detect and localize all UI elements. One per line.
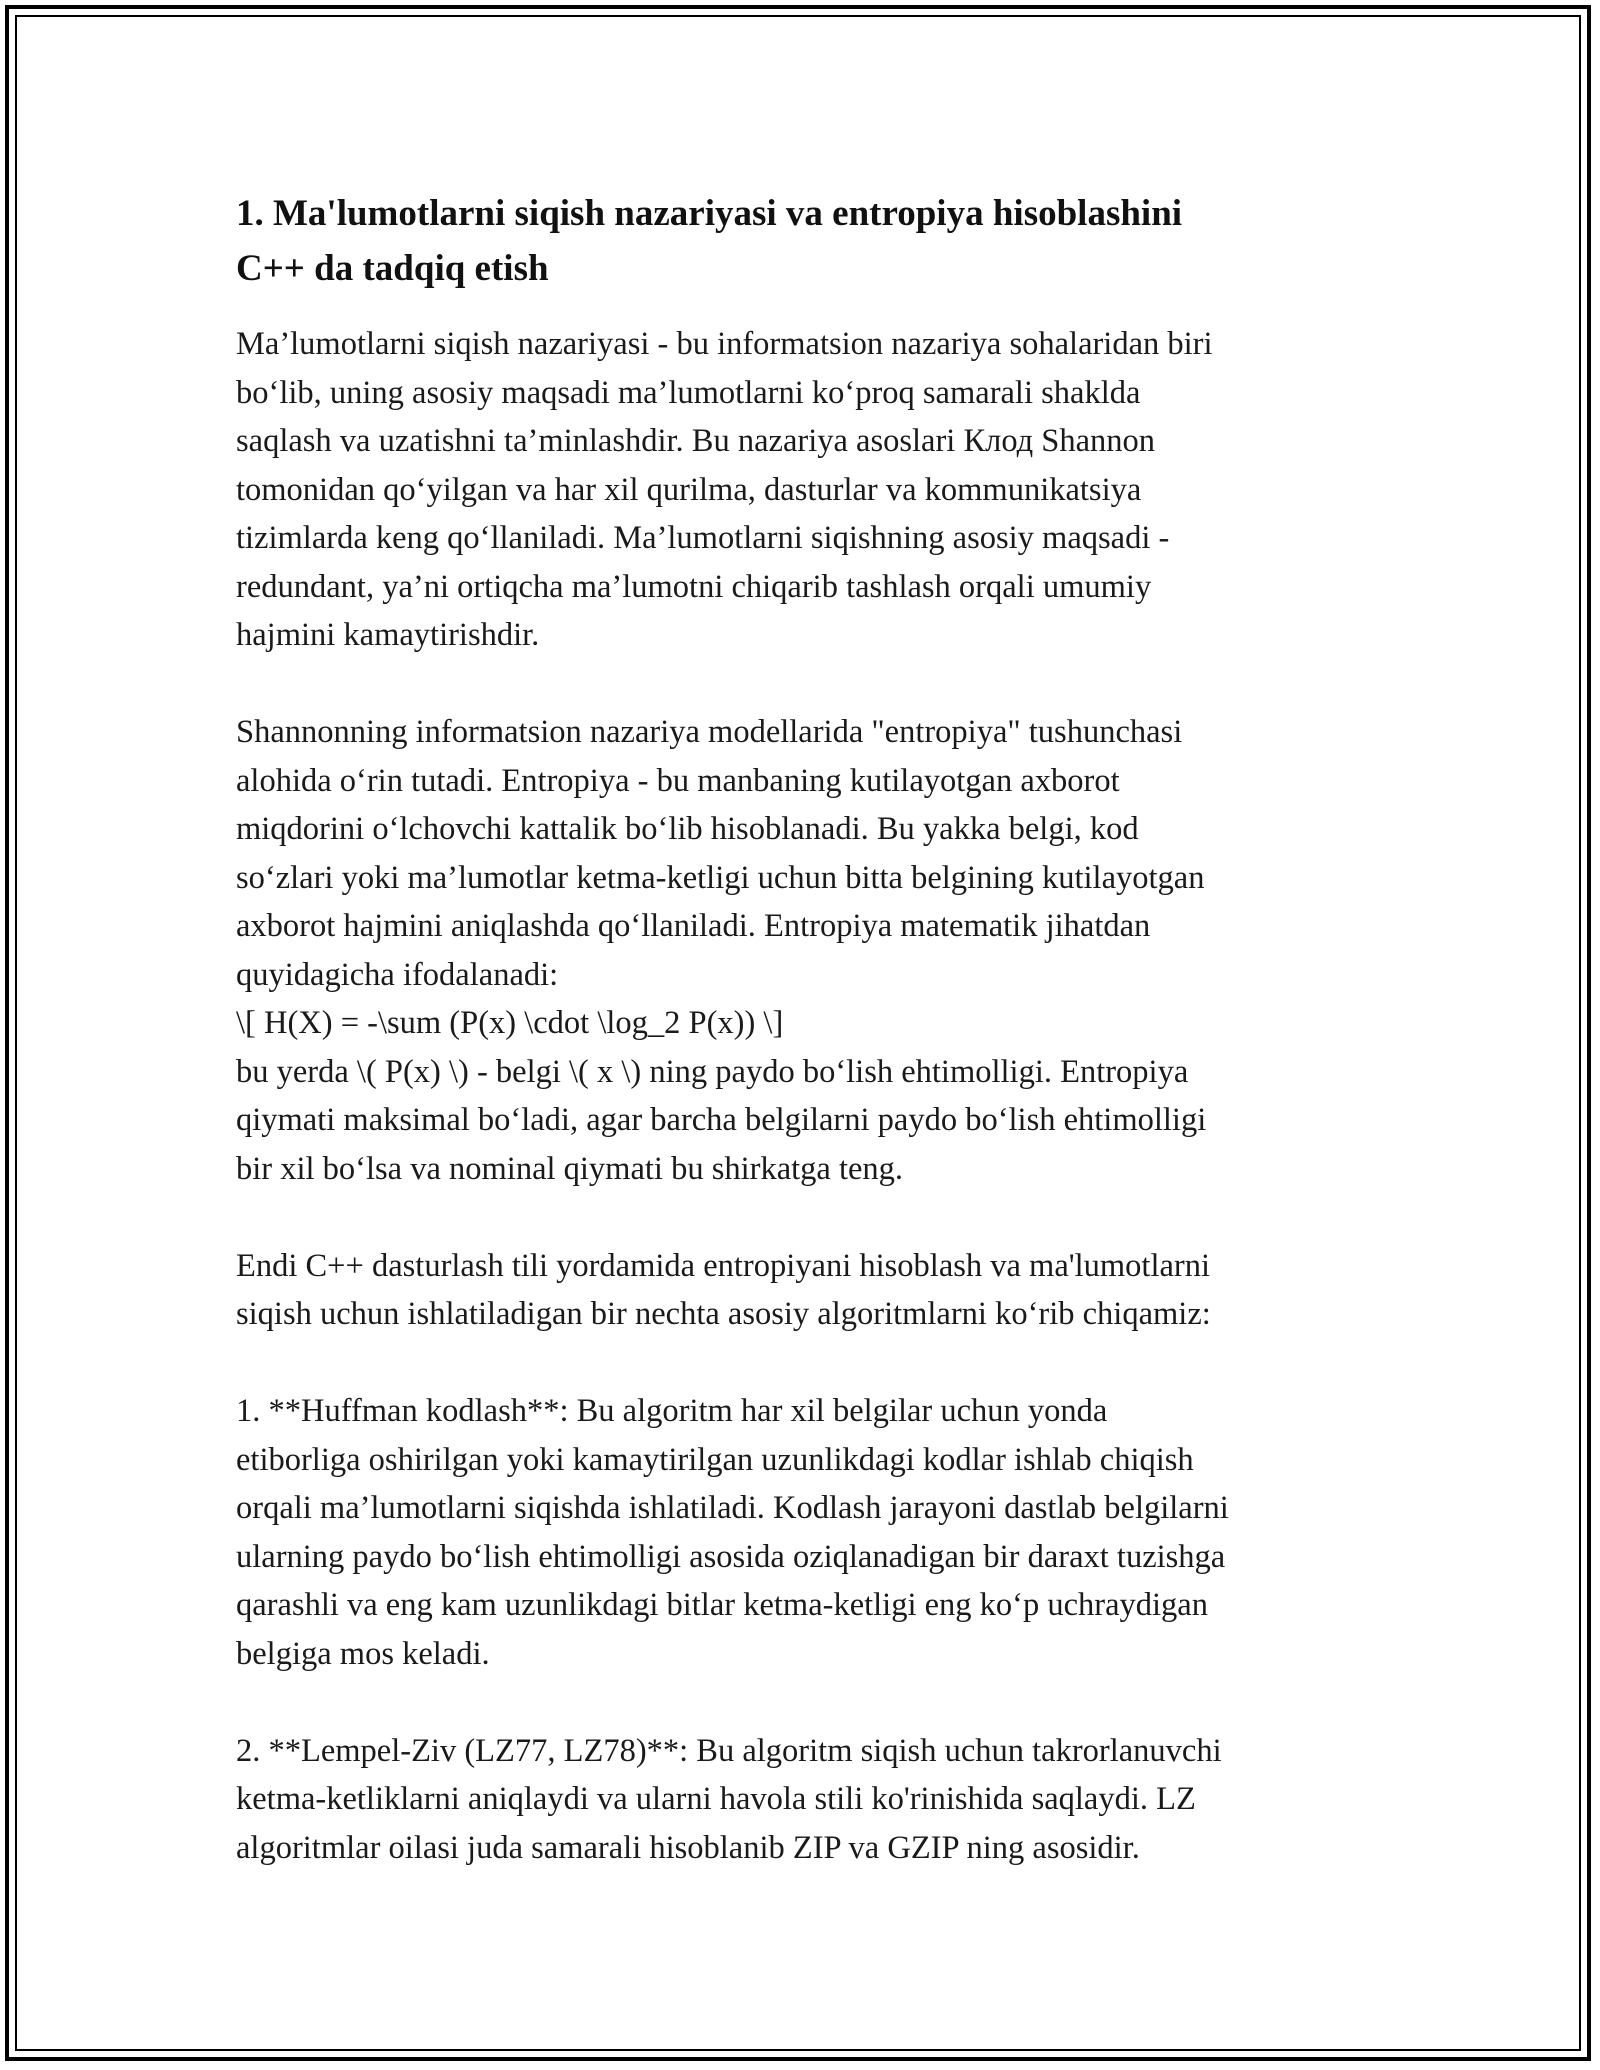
text-line: ularning paydo bo‘lish ehtimolligi asosida oziqlanadigan bir daraxt tuzishga bbox=[236, 1538, 1226, 1575]
text-line: orqali ma’lumotlarni siqishda ishlatiladi. Kodlash jarayoni dastlab belgilarni bbox=[236, 1490, 1229, 1526]
title-line: 1. Ma'lumotlarni siqish nazariyasi va entropiya hisoblashini bbox=[236, 193, 1183, 234]
title-line: C++ da tadqiq etish bbox=[236, 248, 549, 289]
paragraph-gap bbox=[236, 1678, 1366, 1727]
paragraph-lempel-ziv bbox=[236, 1727, 1366, 1873]
text-line: bir xil bo‘lsa va nominal qiymati bu shirkatga teng. bbox=[236, 1150, 904, 1187]
text-line: qiymati maksimal bo‘ladi, agar barcha belgilarni paydo bo‘lish ehtimolligi bbox=[236, 1102, 1207, 1138]
text-line: etiborliga oshirilgan yoki kamaytirilgan uzunlikdagi kodlar ishlab chiqish bbox=[236, 1441, 1194, 1478]
text-line: miqdorini o‘lchovchi kattalik bo‘lib hisoblanadi. Bu yakka belgi, kod bbox=[236, 811, 1139, 847]
paragraph-gap bbox=[236, 1339, 1366, 1388]
text-line: Endi C++ dasturlash tili yordamida entropiyani hisoblash va ma'lumotlarni bbox=[236, 1247, 1211, 1284]
text-line: axborot hajmini aniqlashda qo‘llaniladi. Entropiya matematik jihatdan bbox=[236, 908, 1151, 944]
text-line: quyidagicha ifodalanadi: bbox=[236, 956, 559, 993]
text-line: redundant, ya’ni ortiqcha ma’lumotni chiqarib tashlash orqali umumiy bbox=[236, 568, 1152, 605]
text-line: hajmini kamaytirishdir. bbox=[236, 617, 540, 653]
paragraph-huffman bbox=[236, 1387, 1366, 1678]
text-line: Ma’lumotlarni siqish nazariyasi - bu informatsion nazariya sohalaridan biri bbox=[236, 326, 1213, 362]
section-title bbox=[236, 186, 1366, 296]
text-line: Shannonning informatsion nazariya modellarida "entropiya" tushunchasi bbox=[236, 714, 1183, 750]
text-line: bo‘lib, uning asosiy maqsadi ma’lumotlarni ko‘proq samarali shaklda bbox=[236, 374, 1141, 411]
text-line: belgiga mos keladi. bbox=[236, 1635, 490, 1672]
text-line: so‘zlari yoki ma’lumotlar ketma-ketligi uchun bitta belgining kutilayotgan bbox=[236, 859, 1205, 896]
text-line: 2. **Lempel-Ziv (LZ77, LZ78)**: Bu algoritm siqish uchun takrorlanuvchi bbox=[236, 1732, 1222, 1769]
text-line: tomonidan qo‘yilgan va har xil qurilma, dasturlar va kommunikatsiya bbox=[236, 471, 1142, 508]
text-line: alohida o‘rin tutadi. Entropiya - bu manbaning kutilayotgan axborot bbox=[236, 762, 1120, 799]
text-line: saqlash va uzatishni ta’minlashdir. Bu nazariya asoslari Клод Shannon bbox=[236, 423, 1156, 459]
text-line: tizimlarda keng qo‘llaniladi. Ma’lumotlarni siqishning asosiy maqsadi - bbox=[236, 520, 1170, 556]
text-line: algoritmlar oilasi juda samarali hisoblanib ZIP va GZIP ning asosidir. bbox=[236, 1829, 1140, 1866]
paragraph-entropy bbox=[236, 708, 1366, 1193]
paragraph-gap bbox=[236, 1193, 1366, 1242]
text-line: ketma-ketliklarni aniqlaydi va ularni havola stili ko'rinishida saqlaydi. LZ bbox=[236, 1781, 1196, 1817]
paragraph-cpp-intro bbox=[236, 1242, 1366, 1339]
paragraph-gap bbox=[236, 660, 1366, 709]
text-line: 1. **Huffman kodlash**: Bu algoritm har xil belgilar uchun yonda bbox=[236, 1393, 1108, 1429]
formula-line: \[ H(X) = -\sum (P(x) \cdot \log_2 P(x)) \] bbox=[236, 1005, 784, 1041]
text-line: siqish uchun ishlatiladigan bir nechta asosiy algoritmlarni ko‘rib chiqamiz: bbox=[236, 1296, 1211, 1332]
text-line: qarashli va eng kam uzunlikdagi bitlar ketma-ketligi eng ko‘p uchraydigan bbox=[236, 1587, 1208, 1623]
paragraph-intro bbox=[236, 320, 1366, 660]
document-body bbox=[236, 186, 1366, 1872]
text-line: bu yerda \( P(x) \) - belgi \( x \) ning paydo bo‘lish ehtimolligi. Entropiya bbox=[236, 1053, 1189, 1090]
